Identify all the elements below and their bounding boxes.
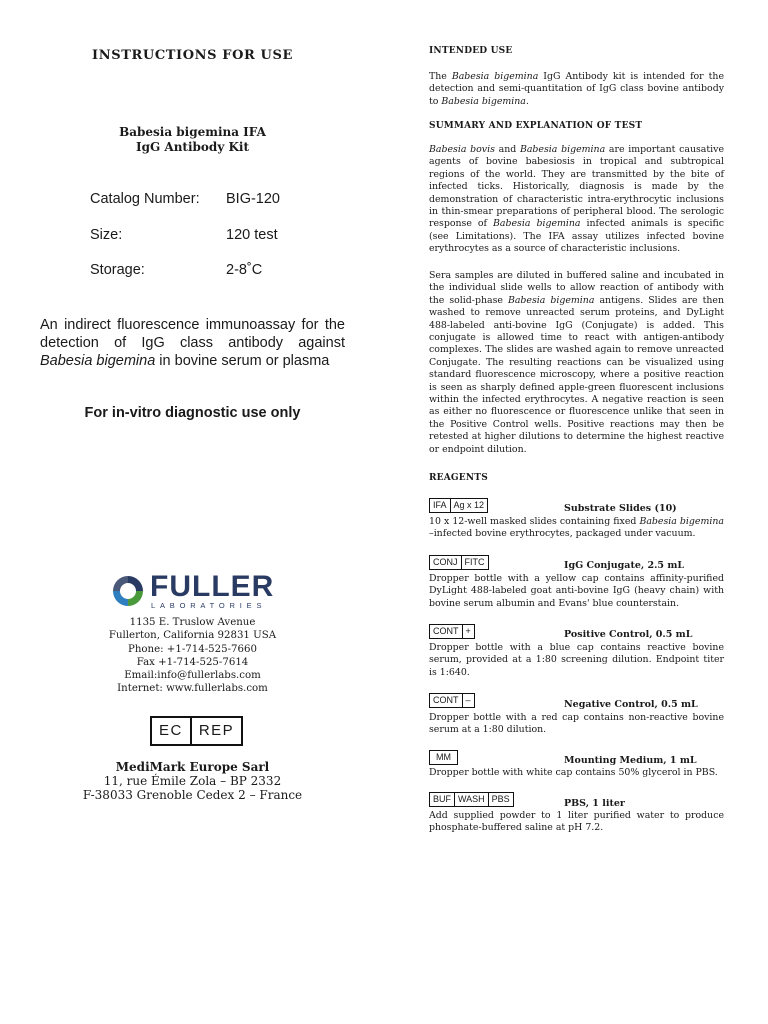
ivd-notice: For in-vitro diagnostic use only (84, 405, 301, 421)
reagent-symbol (429, 555, 489, 571)
desc-text: An indirect fluorescence immunoassay for the detection of IgG class antibody against (40, 317, 345, 351)
rep-name: MediMark Europe Sarl (115, 760, 270, 774)
symbol-box: CONT (429, 624, 463, 639)
fuller-logo (110, 570, 310, 610)
logo-mark-icon (110, 573, 146, 609)
symbol-box: FITC (462, 555, 489, 570)
reagent-symbol (429, 498, 488, 514)
symbol-box: + (463, 624, 475, 639)
reagent-title: PBS, 1 liter (564, 798, 625, 809)
symbol-box: CONT (429, 693, 463, 708)
eu-representative (40, 760, 345, 802)
reagent-title: Positive Control, 0.5 mL (564, 629, 693, 640)
symbol-box: BUF (429, 792, 455, 807)
spec-label: Size: (90, 227, 123, 243)
symbol-box: WASH (455, 792, 489, 807)
ec-rep-symbol (150, 716, 243, 744)
summary-heading: SUMMARY AND EXPLANATION OF TEST (429, 121, 643, 131)
reagent-title: Mounting Medium, 1 mL (564, 755, 697, 766)
kit-description (40, 316, 345, 370)
reagent-symbol (429, 792, 514, 808)
reagent-symbol (429, 750, 458, 766)
symbol-box: PBS (489, 792, 514, 807)
spec-value: 120 test (226, 227, 278, 243)
symbol-box: CONJ (429, 555, 462, 570)
email-line: Email:info@fullerlabs.com (124, 670, 261, 682)
reagent-symbol (429, 693, 475, 709)
symbol-box: – (463, 693, 475, 708)
desc-text-end: in bovine serum or plasma (155, 353, 330, 369)
reagent-symbol (429, 624, 475, 640)
summary-paragraph-2: Sera samples are diluted in buffered saline and incubated in the individual slide wells to allow reaction of antibody with the solid-phase Babesia bigemina antigens. Slides are then washed to remove unreacted serum proteins, and DyLight 488-labeled anti-bovine IgG (Conjugate) is added. This conjugate is allowed time to react with antigen-antibody complexes. The slides are washed again to remove unreacted Conjugate. The resulting reactions can be visualized using standard fluorescence microscopy, where a positive reaction is seen as sharply defined apple-green fluorescent inclusions within the infected erythrocytes. A negative reaction is seen as either no fluorescence or fluorescence unlike that seen in the Positive Control wells. Positive reactions may then be retested at higher dilutions to determine the highest reactive or endpoint dilution. (429, 270, 724, 455)
symbol-box: MM (429, 750, 458, 765)
kit-name-line1: Babesia bigemina IFA (119, 125, 266, 139)
reagent-description: Dropper bottle with a yellow cap contains affinity-purified DyLight 488-labeled goat anti-bovine IgG (heavy chain) with bovine serum albumin and Evans' blue counterstain. (429, 573, 724, 609)
reagent-description: 10 x 12-well masked slides containing fixed Babesia bigemina –infected bovine erythrocytes, packaged under vacuum. (429, 516, 724, 540)
reagents-heading: REAGENTS (429, 473, 488, 483)
manufacturer-address (40, 616, 345, 696)
desc-organism: Babesia bigemina (40, 353, 156, 369)
phone-line: Phone: +1-714-525-7660 (128, 643, 257, 655)
page-title: INSTRUCTIONS FOR USE (92, 48, 293, 63)
logo-wordmark: FULLER (150, 570, 275, 603)
summary-paragraph-1: Babesia bovis and Babesia bigemina are important causative agents of bovine babesiosis in tropical and subtropical regions of the world. They are transmitted by the bite of infected ticks. Historically, diagnosis is made by the demonstration of characteristic intra-erythrocytic inclusions in thin-smear preparations of peripheral blood. The serologic response of Babesia bigemina infected animals is specific (see Limitations). The IFA assay utilizes infected bovine erythrocytes as a source of characteristic inclusions. (429, 144, 724, 255)
fax-line: Fax +1-714-525-7614 (136, 656, 249, 668)
reagent-title: Substrate Slides (10) (564, 503, 677, 514)
spec-value: 2-8˚C (226, 262, 263, 278)
kit-name (40, 125, 345, 155)
reagent-description: Dropper bottle with a blue cap contains reactive bovine serum, provided at a 1:80 screening dilution. Endpoint titer is 1:640. (429, 642, 724, 678)
logo-subtitle: LABORATORIES (151, 601, 267, 610)
website-line: Internet: www.fullerlabs.com (117, 683, 268, 695)
intended-use-heading: INTENDED USE (429, 46, 513, 56)
rep-address-line: 11, rue Émile Zola – BP 2332 (103, 774, 282, 788)
spec-value: BIG-120 (226, 191, 280, 207)
reagent-title: Negative Control, 0.5 mL (564, 699, 698, 710)
symbol-box: Ag x 12 (451, 498, 489, 513)
rep-address-line: F-38033 Grenoble Cedex 2 – France (82, 788, 303, 802)
spec-label: Catalog Number: (90, 191, 200, 207)
rep-box: REP (192, 716, 243, 746)
reagent-description: Dropper bottle with white cap contains 50% glycerol in PBS. (429, 767, 718, 778)
address-line: 1135 E. Truslow Avenue (129, 617, 256, 628)
reagent-description: Dropper bottle with a red cap contains non-reactive bovine serum at a 1:80 dilution. (429, 712, 724, 736)
ec-box: EC (150, 716, 192, 746)
symbol-box: IFA (429, 498, 451, 513)
spec-label: Storage: (90, 262, 145, 278)
reagent-description: Add supplied powder to 1 liter purified water to produce phosphate-buffered saline at pH 7.2. (429, 810, 724, 834)
kit-name-line2: IgG Antibody Kit (135, 140, 250, 154)
address-line: Fullerton, California 92831 USA (108, 630, 277, 642)
intended-use-text: The Babesia bigemina IgG Antibody kit is intended for the detection and semi-quantitation of IgG class bovine antibody to Babesia bigemina. (429, 71, 724, 107)
reagent-title: IgG Conjugate, 2.5 mL (564, 560, 685, 571)
